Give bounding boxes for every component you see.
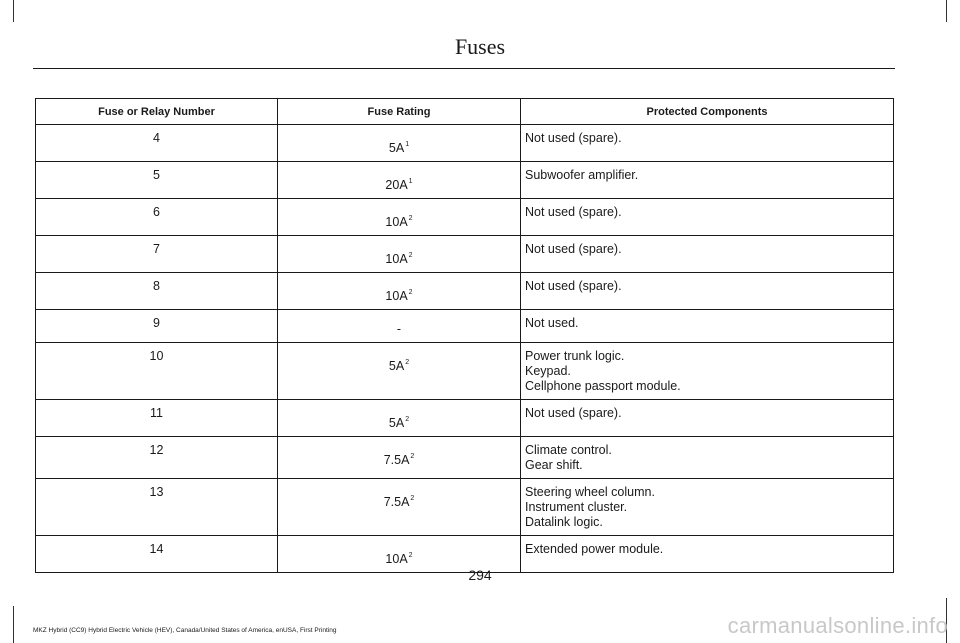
component-line: Not used (spare). — [525, 242, 622, 256]
protected-components-cell — [521, 400, 894, 437]
crop-mark-bottom-left-v — [13, 606, 14, 643]
component-line: Power trunk logic. — [525, 349, 625, 363]
watermark: carmanualsonline.info — [727, 613, 948, 638]
component-line: Keypad. — [525, 364, 571, 378]
table-row — [36, 199, 894, 236]
component-line: Cellphone passport module. — [525, 379, 681, 393]
component-line: Subwoofer amplifier. — [525, 168, 639, 182]
fuse-rating-cell — [278, 162, 521, 199]
fuse-rating-cell — [278, 310, 521, 343]
component-line: Datalink logic. — [525, 515, 603, 529]
crop-mark-top-right-v — [946, 0, 947, 22]
protected-components-cell — [521, 199, 894, 236]
crop-mark-top-left-v — [13, 0, 14, 22]
fuse-rating-value: - — [396, 322, 402, 336]
column-header-rating: Fuse Rating — [278, 99, 521, 125]
fuse-rating-value: 10A — [385, 252, 408, 266]
footnote-marker: 2 — [410, 453, 415, 460]
component-line: Steering wheel column. — [525, 485, 655, 499]
fuse-rating-cell — [278, 125, 521, 162]
footnote-marker: 1 — [408, 178, 413, 185]
footer-text: MKZ Hybrid (CC9) Hybrid Electric Vehicle (HEV), Canada/United States of America, enUSA, First Printing — [33, 627, 337, 634]
table-header-row — [36, 99, 894, 125]
fuse-rating-value: 7.5A — [383, 495, 410, 509]
page-number: 294 — [468, 567, 492, 583]
table-row — [36, 236, 894, 273]
table-row — [36, 479, 894, 536]
fuse-number-cell: 5 — [36, 162, 278, 199]
fuse-number-cell: 12 — [36, 437, 278, 479]
footnote-marker: 2 — [405, 359, 410, 366]
table-row — [36, 273, 894, 310]
fuse-rating-value: 10A — [385, 289, 408, 303]
table-body — [36, 125, 894, 573]
fuse-number-cell: 10 — [36, 343, 278, 400]
protected-components-cell — [521, 125, 894, 162]
footnote-marker: 2 — [410, 495, 415, 502]
fuse-table — [35, 98, 894, 573]
protected-components-cell — [521, 343, 894, 400]
fuse-rating-value: 5A — [388, 416, 405, 430]
component-line: Not used (spare). — [525, 279, 622, 293]
column-header-components: Protected Components — [521, 99, 894, 125]
component-line: Not used (spare). — [525, 205, 622, 219]
footnote-marker: 2 — [408, 252, 413, 259]
component-line: Instrument cluster. — [525, 500, 628, 514]
footnote-marker: 2 — [408, 289, 413, 296]
protected-components-cell — [521, 236, 894, 273]
protected-components-cell — [521, 162, 894, 199]
protected-components-cell — [521, 479, 894, 536]
component-line: Not used. — [525, 316, 579, 330]
fuse-rating-cell — [278, 273, 521, 310]
component-line: Gear shift. — [525, 458, 583, 472]
component-line: Not used (spare). — [525, 131, 622, 145]
footnote-marker: 2 — [405, 416, 410, 423]
fuse-number-cell: 11 — [36, 400, 278, 437]
footnote-marker: 2 — [408, 215, 413, 222]
component-line: Not used (spare). — [525, 406, 622, 420]
title-divider — [33, 68, 895, 69]
component-line: Climate control. — [525, 443, 612, 457]
fuse-number-cell: 8 — [36, 273, 278, 310]
fuse-rating-cell — [278, 400, 521, 437]
fuse-number-cell: 9 — [36, 310, 278, 343]
fuse-rating-value: 20A — [385, 178, 408, 192]
fuse-number-cell: 4 — [36, 125, 278, 162]
protected-components-cell — [521, 310, 894, 343]
column-header-number: Fuse or Relay Number — [36, 99, 278, 125]
table-row — [36, 125, 894, 162]
fuse-rating-value: 5A — [388, 141, 405, 155]
fuse-rating-value: 10A — [385, 215, 408, 229]
footnote-marker: 1 — [405, 141, 410, 148]
fuse-number-cell: 7 — [36, 236, 278, 273]
table-row — [36, 310, 894, 343]
fuse-number-cell: 13 — [36, 479, 278, 536]
fuse-rating-value: 7.5A — [383, 453, 410, 467]
component-line: Extended power module. — [525, 542, 664, 556]
fuse-rating-cell — [278, 437, 521, 479]
table-row — [36, 162, 894, 199]
fuse-rating-cell — [278, 236, 521, 273]
protected-components-cell — [521, 437, 894, 479]
table-row — [36, 343, 894, 400]
fuse-number-cell: 6 — [36, 199, 278, 236]
footnote-marker: 2 — [408, 552, 413, 559]
fuse-rating-cell — [278, 199, 521, 236]
fuse-rating-value: 10A — [385, 552, 408, 566]
table-row — [36, 400, 894, 437]
table-row — [36, 437, 894, 479]
protected-components-cell — [521, 273, 894, 310]
fuse-rating-cell — [278, 343, 521, 400]
fuse-rating-cell — [278, 479, 521, 536]
fuse-number-cell: 14 — [36, 536, 278, 573]
page-title: Fuses — [454, 34, 506, 59]
fuse-rating-value: 5A — [388, 359, 405, 373]
